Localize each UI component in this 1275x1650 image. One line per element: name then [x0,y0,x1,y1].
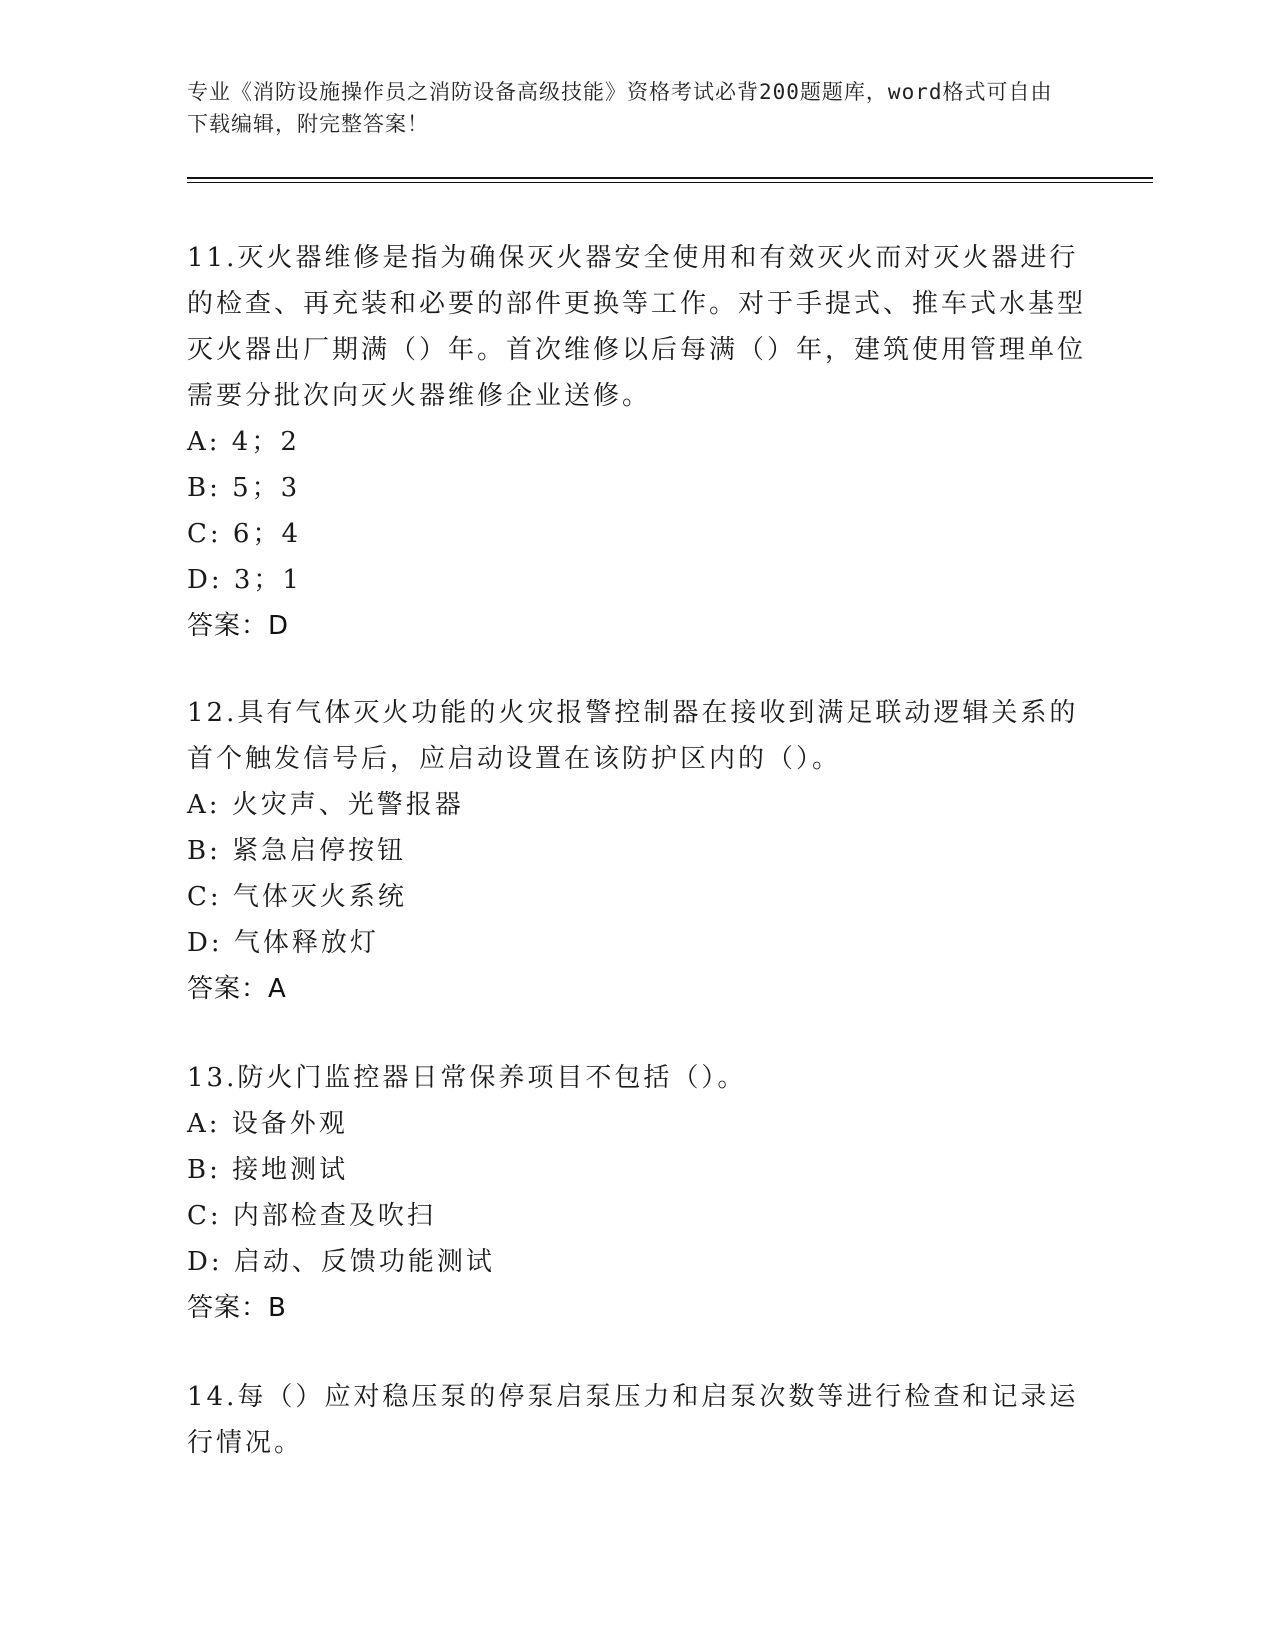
question-stem: 11.灭火器维修是指为确保灭火器安全使用和有效灭火而对灭火器进行的检查、再充装和必要的部件更换等工作。对于手提式、推车式水基型灭火器出厂期满（）年。首次维修以后每满（）年，建筑使用管理单位需要分批次向灭火器维修企业送修。 [187,243,1087,411]
question-stem: 12.具有气体灭火功能的火灾报警控制器在接收到满足联动逻辑关系的首个触发信号后，应启动设置在该防护区内的（）。 [187,698,1079,774]
question-stem: 14.每（）应对稳压泵的停泵启泵压力和启泵次数等进行检查和记录运行情况。 [187,1382,1079,1458]
option-c: C: 内部检查及吹扫 [187,1201,436,1231]
option-b: B: 接地测试 [187,1155,349,1185]
document-header: 专业《消防设施操作员之消防设备高级技能》资格考试必背200题题库，word格式可自由下载编辑，附完整答案！ [187,80,1053,136]
option-c: C: 6；4 [187,519,302,549]
option-a: A: 4；2 [187,427,300,457]
option-d: D: 启动、反馈功能测试 [187,1247,495,1277]
question-stem: 13.防火门监控器日常保养项目不包括（）。 [187,1063,747,1093]
answer: 答案：B [187,1293,287,1323]
answer: 答案：D [187,611,290,641]
option-d: D: 气体释放灯 [187,928,379,958]
option-a: A: 设备外观 [187,1109,348,1139]
option-b: B: 5；3 [187,473,301,503]
header-divider-thin [187,182,1153,183]
option-d: D: 3；1 [187,565,302,595]
question-13 [187,1055,1087,1331]
option-a: A: 火灾声、光警报器 [187,790,464,820]
question-11 [187,235,1087,649]
question-12 [187,690,1087,1012]
option-c: C: 气体灭火系统 [187,882,407,912]
question-14 [187,1374,1087,1466]
header-divider [187,177,1153,179]
answer: 答案：A [187,974,287,1004]
option-b: B: 紧急启停按钮 [187,836,407,866]
